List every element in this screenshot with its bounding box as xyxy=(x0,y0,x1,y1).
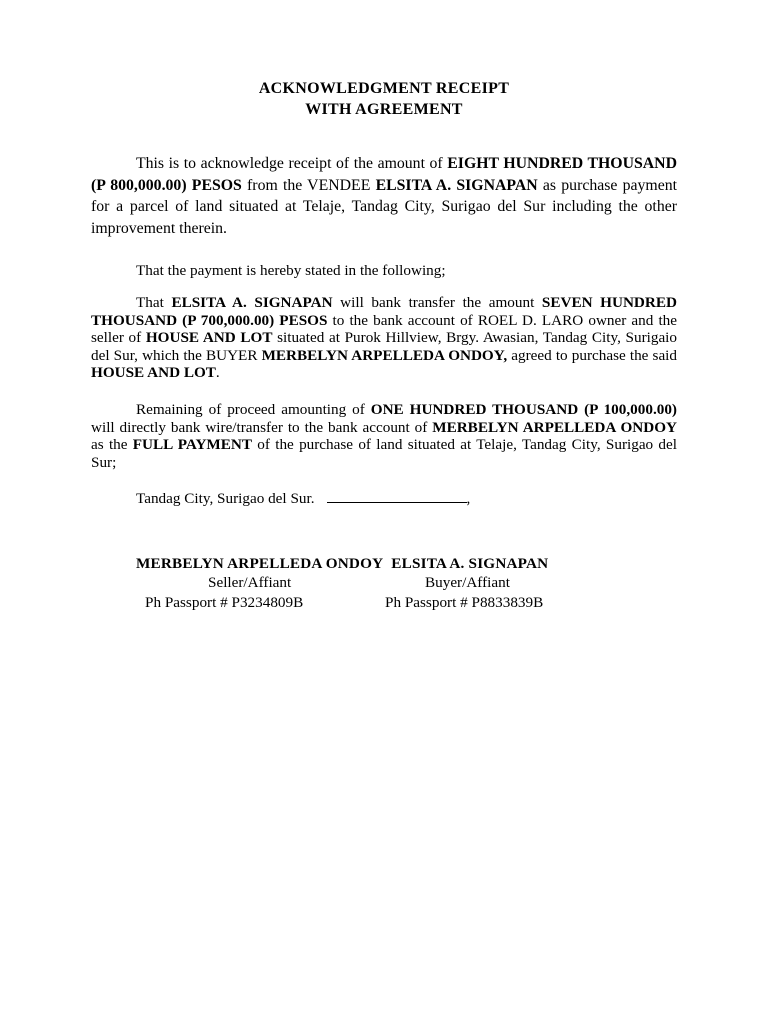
buyer-passport: Ph Passport # P8833839B xyxy=(385,594,544,611)
title-line-1: ACKNOWLEDGMENT RECEIPT xyxy=(258,80,510,97)
paragraph-payment-intro xyxy=(91,262,677,280)
vendee-name: ELSITA A. SIGNAPAN xyxy=(375,176,538,194)
buyer-name: MERBELYN ARPELLEDA ONDOY, xyxy=(261,346,508,364)
text: of the purchase of land situated at Telaje, Tandag City, Surigao del Sur; xyxy=(91,436,677,471)
place-date-line xyxy=(91,488,677,508)
paragraph-acknowledgment xyxy=(91,153,677,239)
date-blank-line xyxy=(327,488,467,503)
text: agreed to purchase the said xyxy=(507,346,677,364)
property: HOUSE AND LOT xyxy=(145,329,273,346)
property: HOUSE AND LOT xyxy=(91,364,216,381)
amount-transfer: SEVEN HUNDRED THOUSAND (P 700,000.00) PESOS xyxy=(91,294,677,329)
title-line-2: WITH AGREEMENT xyxy=(305,101,463,118)
seller-name: MERBELYN ARPELLEDA ONDOY xyxy=(136,555,384,572)
text: situated at Purok Hillview, Brgy. Awasian, Tandag City, Surigaio del Sur, which the BUYER xyxy=(91,329,677,364)
signatory-names xyxy=(136,555,548,573)
paragraph-remaining-proceeds xyxy=(91,401,677,471)
text: That the payment is hereby stated in the following; xyxy=(136,262,446,279)
name: ELSITA A. SIGNAPAN xyxy=(171,294,333,311)
text: to the bank account of ROEL D. LARO owner and the seller of xyxy=(91,311,677,346)
name: MERBELYN ARPELLEDA ONDOY xyxy=(432,418,677,436)
full-payment: FULL PAYMENT xyxy=(132,436,252,453)
amount-remaining: ONE HUNDRED THOUSAND (P 100,000.00) xyxy=(370,401,677,418)
comma: , xyxy=(466,490,471,507)
text: Remaining of proceed amounting of xyxy=(136,401,371,418)
text: This is to acknowledge receipt of the amount of xyxy=(136,155,448,172)
text: from the VENDEE xyxy=(241,176,376,194)
seller-passport: Ph Passport # P3234809B xyxy=(145,594,304,611)
text: will directly bank wire/transfer to the bank account of xyxy=(91,418,433,436)
seller-role: Seller/Affiant xyxy=(208,574,292,591)
text: That xyxy=(136,294,172,311)
paragraph-bank-transfer xyxy=(91,294,677,382)
text: will bank transfer the amount xyxy=(332,294,542,311)
amount-total: EIGHT HUNDRED THOUSAND (P 800,000.00) PESOS xyxy=(91,155,678,194)
text: as the xyxy=(91,436,133,453)
buyer-role: Buyer/Affiant xyxy=(425,574,510,591)
text: . xyxy=(215,364,220,381)
place: Tandag City, Surigao del Sur. xyxy=(136,490,315,507)
buyer-name: ELSITA A. SIGNAPAN xyxy=(391,555,549,572)
text: as purchase payment for a parcel of land situated at Telaje, Tandag City, Surigao del Sur including the other improvement therein. xyxy=(91,176,678,237)
